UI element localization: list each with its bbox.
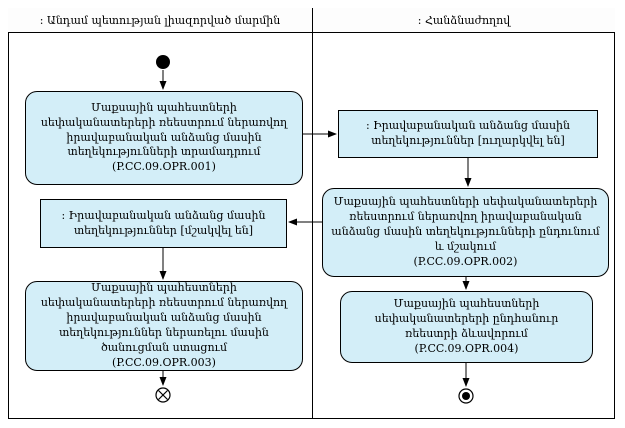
swimlane-label: : Հանձնաժողով <box>417 13 511 27</box>
activity-text: Մաքսային պահեստների սեփականատերերի ռեեստրում ներառվող իրավաբանական անձանց մասին տեղեկությունների ընդունում և մշակում <box>331 195 600 253</box>
activity-opr002 <box>322 188 609 277</box>
swimlane-header-authorized-body <box>8 8 312 32</box>
activity-code: (P.CC.09.OPR.004) <box>414 341 519 355</box>
initial-node <box>156 55 170 69</box>
activity-opr003 <box>25 281 303 371</box>
flow-final-icon <box>155 387 171 403</box>
swimlane-divider <box>312 8 313 419</box>
flow-final-node <box>155 387 171 403</box>
object-node-info-sent <box>338 110 598 158</box>
object-node-info-processed <box>40 199 287 248</box>
swimlane-label: : Անդամ պետության լիազորված մարմին <box>39 13 281 27</box>
object-node-text: : Իրավաբանական անձանց մասին տեղեկություններ [ուղարկվել են] <box>365 119 570 147</box>
activity-code: (P.CC.09.OPR.002) <box>413 254 518 268</box>
activity-text: Մաքսային պահեստների սեփականատերերի ընդհանուր ռեեստրի ձևավորում <box>374 297 559 340</box>
activity-final-node <box>458 388 474 404</box>
activity-final-icon <box>458 388 474 404</box>
activity-text: Մաքսային պահեստների սեփականատերերի ռեեստրում ներառվող իրավաբանական անձանց մասին տեղեկություններ ներառելու մասին ծանուցման ստացում <box>40 281 288 354</box>
activity-text: Մաքսային պահեստների սեփականատերերի ռեեստրում ներառվող իրավաբանական անձանց մասին տեղեկությունների տրամադրում <box>40 100 288 159</box>
activity-code: (P.CC.09.OPR.003) <box>112 355 216 369</box>
swimlane-header-commission <box>312 8 615 32</box>
activity-code: (P.CC.09.OPR.001) <box>112 160 216 174</box>
swimlane-header-row <box>8 8 615 33</box>
object-node-text: : Իրավաբանական անձանց մասին տեղեկություններ [մշակվել են] <box>61 208 266 237</box>
activity-opr004 <box>340 291 593 363</box>
activity-opr001 <box>25 91 303 185</box>
